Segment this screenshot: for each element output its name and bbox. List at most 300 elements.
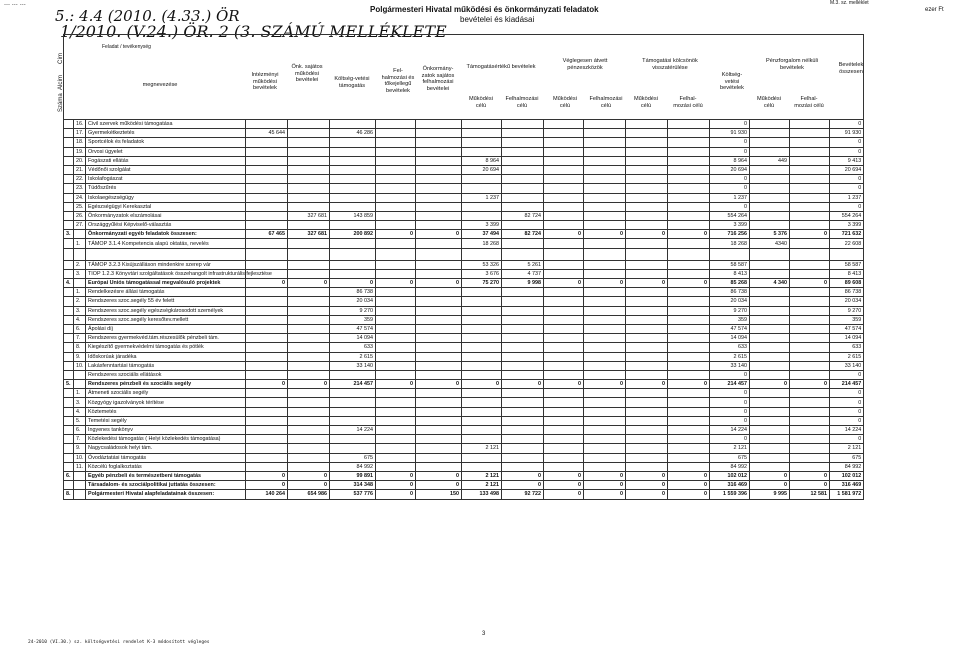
cell-tot: 14 224	[830, 426, 864, 435]
cell-kv: 0	[710, 184, 750, 193]
table-row	[64, 398, 864, 407]
col-tam-felhalm: Felhalmozási célú	[505, 96, 539, 109]
cell-c11	[668, 120, 710, 129]
cell-c4	[376, 297, 416, 306]
cell-c4: 0	[376, 481, 416, 490]
cell-c5	[416, 175, 462, 184]
cell-c7	[502, 426, 544, 435]
cell-c2	[288, 193, 330, 202]
cell-kv: 20 694	[710, 165, 750, 174]
cell-c3	[330, 398, 376, 407]
cim-number	[64, 407, 74, 416]
cell-c10	[626, 324, 668, 333]
col-tam-mukodesi: Működési célú	[469, 96, 493, 109]
cell-c9	[584, 435, 626, 444]
cell-kv: 91 930	[710, 129, 750, 138]
cell-c6: 75 270	[462, 279, 502, 288]
cell-c7	[502, 120, 544, 129]
table-row	[64, 147, 864, 156]
cell-c6: 3 399	[462, 221, 502, 230]
cell-tot: 9 270	[830, 306, 864, 315]
cell-kv: 633	[710, 343, 750, 352]
cell-c5: 0	[416, 279, 462, 288]
cell-c2	[288, 147, 330, 156]
cell-p1	[750, 211, 790, 220]
cell-c8: 0	[544, 471, 584, 480]
cell-c5	[416, 129, 462, 138]
cell-c8	[544, 343, 584, 352]
cell-c4	[376, 453, 416, 462]
cim-number	[64, 352, 74, 361]
cell-c3: 2 615	[330, 352, 376, 361]
cell-c2	[288, 398, 330, 407]
table-row	[64, 306, 864, 315]
cell-c5	[416, 462, 462, 471]
cell-kv: 0	[710, 407, 750, 416]
table-row	[64, 156, 864, 165]
cell-c2	[288, 352, 330, 361]
cell-c1	[246, 435, 288, 444]
cim-number	[64, 288, 74, 297]
cim-number	[64, 211, 74, 220]
cell-c6: 18 268	[462, 239, 502, 248]
cell-c11: 0	[668, 380, 710, 389]
cell-c9	[584, 334, 626, 343]
cell-c10	[626, 435, 668, 444]
cim-number	[64, 156, 74, 165]
cell-c8	[544, 407, 584, 416]
cim-number: 4.	[64, 279, 74, 288]
cell-c11	[668, 361, 710, 370]
cell-c8	[544, 248, 584, 260]
cell-c8: 0	[544, 481, 584, 490]
cell-tot: 0	[830, 389, 864, 398]
cell-c7	[502, 343, 544, 352]
cell-p1	[750, 352, 790, 361]
cell-c4	[376, 462, 416, 471]
cell-c6: 2 121	[462, 444, 502, 453]
cell-c8: 0	[544, 230, 584, 239]
cell-c6	[462, 370, 502, 379]
cell-c9: 0	[584, 230, 626, 239]
cell-c6	[462, 297, 502, 306]
cell-c10	[626, 138, 668, 147]
cim-number	[64, 334, 74, 343]
cell-c3	[330, 389, 376, 398]
cell-c3	[330, 444, 376, 453]
cell-p1	[750, 269, 790, 278]
col-penzforgalom-group: Pénzforgalom nélküli bevételek	[766, 58, 818, 71]
cell-c5	[416, 165, 462, 174]
szama-label: Száma	[58, 93, 64, 112]
cell-kv: 102 012	[710, 471, 750, 480]
cell-kv: 33 140	[710, 361, 750, 370]
cell-c1	[246, 193, 288, 202]
alcim-number	[74, 230, 86, 239]
cell-tot: 20 034	[830, 297, 864, 306]
cell-c10	[626, 398, 668, 407]
cell-c10	[626, 269, 668, 278]
cell-tot: 0	[830, 138, 864, 147]
alcim-number: 2.	[74, 260, 86, 269]
table-row	[64, 444, 864, 453]
cell-c1	[246, 138, 288, 147]
cell-c2	[288, 248, 330, 260]
cell-p1	[750, 334, 790, 343]
cell-c5	[416, 184, 462, 193]
alcim-number: 1.	[74, 239, 86, 248]
cell-c6: 0	[462, 380, 502, 389]
cell-kv: 316 469	[710, 481, 750, 490]
cell-c5	[416, 120, 462, 129]
alcim-number: 24.	[74, 193, 86, 202]
cell-tot: 14 094	[830, 334, 864, 343]
cell-c9	[584, 407, 626, 416]
cell-c7	[502, 435, 544, 444]
cell-tot: 89 608	[830, 279, 864, 288]
cell-c1	[246, 352, 288, 361]
cell-c1: 0	[246, 380, 288, 389]
cell-c6	[462, 361, 502, 370]
cell-c1	[246, 389, 288, 398]
cell-tot: 2 615	[830, 352, 864, 361]
alcim-number: 20.	[74, 156, 86, 165]
cell-kv: 675	[710, 453, 750, 462]
cell-c2	[288, 389, 330, 398]
cim-number	[64, 306, 74, 315]
alcim-number: 22.	[74, 175, 86, 184]
cell-c3	[330, 435, 376, 444]
table-row	[64, 361, 864, 370]
cell-p2	[790, 370, 830, 379]
feladat-label: Feladat / tevékenység	[102, 44, 151, 50]
cell-c10	[626, 202, 668, 211]
row-label: Fogászati ellátás	[86, 156, 246, 165]
cell-c4	[376, 352, 416, 361]
cell-c10	[626, 248, 668, 260]
cell-p2	[790, 138, 830, 147]
cell-c5	[416, 416, 462, 425]
cell-tot: 0	[830, 416, 864, 425]
cell-c2	[288, 165, 330, 174]
cim-number	[64, 416, 74, 425]
alcim-number: 26.	[74, 211, 86, 220]
cell-tot: 554 264	[830, 211, 864, 220]
cell-c7: 0	[502, 481, 544, 490]
cell-c10	[626, 129, 668, 138]
cell-c3	[330, 193, 376, 202]
cell-c3: 359	[330, 315, 376, 324]
cell-c8	[544, 297, 584, 306]
alcim-number: 1.	[74, 288, 86, 297]
cell-c1	[246, 453, 288, 462]
cell-c8	[544, 453, 584, 462]
cell-c5: 0	[416, 380, 462, 389]
cell-p2: 0	[790, 380, 830, 389]
cell-c4	[376, 120, 416, 129]
table-row	[64, 453, 864, 462]
cell-p1	[750, 361, 790, 370]
cell-c7	[502, 184, 544, 193]
cell-p2	[790, 156, 830, 165]
table-row	[64, 416, 864, 425]
cell-c10	[626, 407, 668, 416]
row-label: Óvodáztatási támogatás	[86, 453, 246, 462]
cell-p2	[790, 426, 830, 435]
alcim-number: 5.	[74, 416, 86, 425]
cell-c1	[246, 324, 288, 333]
cell-c1	[246, 211, 288, 220]
cell-tot: 9 413	[830, 156, 864, 165]
cell-c10	[626, 334, 668, 343]
cell-kv: 0	[710, 416, 750, 425]
cim-number	[64, 248, 74, 260]
cell-c4	[376, 211, 416, 220]
cell-c2	[288, 138, 330, 147]
cell-c3	[330, 260, 376, 269]
alcim-number: 3.	[74, 398, 86, 407]
handwritten-line-1: 5.: 4.4 (2010. (4.33.) ÖR	[55, 7, 240, 25]
cell-p1: 449	[750, 156, 790, 165]
cell-kv: 554 264	[710, 211, 750, 220]
cell-p1: 9 995	[750, 490, 790, 499]
cell-p1: 5 376	[750, 230, 790, 239]
cell-c3	[330, 407, 376, 416]
row-label: Polgármesteri Hivatal alapfeladatainak összesen:	[86, 490, 246, 499]
cell-c3: 20 034	[330, 297, 376, 306]
cell-p1	[750, 184, 790, 193]
handwritten-line-2: 1/2010. (V.24.) ÖR. 2 (3. SZÁMÚ MELLÉKLETE	[60, 22, 447, 41]
cell-p1	[750, 343, 790, 352]
cim-number	[64, 239, 74, 248]
cell-c11	[668, 184, 710, 193]
cell-c11	[668, 138, 710, 147]
cell-c5	[416, 147, 462, 156]
cell-c1	[246, 221, 288, 230]
cell-tot: 0	[830, 435, 864, 444]
cell-c8: 0	[544, 380, 584, 389]
cim-number	[64, 389, 74, 398]
cell-p2	[790, 147, 830, 156]
cell-p1	[750, 315, 790, 324]
cell-c11	[668, 156, 710, 165]
cell-c4	[376, 370, 416, 379]
top-left-scrawl: … … …	[4, 0, 26, 7]
cell-c5	[416, 343, 462, 352]
table-row	[64, 334, 864, 343]
cell-c7: 92 722	[502, 490, 544, 499]
cell-c6	[462, 184, 502, 193]
cell-c6	[462, 315, 502, 324]
cell-p1	[750, 407, 790, 416]
table-row	[64, 380, 864, 389]
cell-c10	[626, 426, 668, 435]
cell-kv: 0	[710, 370, 750, 379]
cell-p1	[750, 221, 790, 230]
cell-c2	[288, 435, 330, 444]
cell-c9	[584, 156, 626, 165]
cell-c3: 214 457	[330, 380, 376, 389]
cell-c1	[246, 202, 288, 211]
cell-c11	[668, 324, 710, 333]
cell-c2	[288, 324, 330, 333]
cell-c5	[416, 398, 462, 407]
alcim-number: 17.	[74, 129, 86, 138]
cell-c10	[626, 221, 668, 230]
cell-c8	[544, 138, 584, 147]
cell-c1	[246, 239, 288, 248]
cell-c10	[626, 370, 668, 379]
row-label: Országgyűlési Képviselő-választás	[86, 221, 246, 230]
cell-c10	[626, 343, 668, 352]
cell-c2	[288, 462, 330, 471]
cim-number	[64, 202, 74, 211]
cell-tot: 0	[830, 202, 864, 211]
alcim-number: 8.	[74, 343, 86, 352]
row-label: TÁMOP 3.2.3 Kisújszálláson mindenkire szerep vár	[86, 260, 246, 269]
cell-tot: 86 738	[830, 288, 864, 297]
cell-c6	[462, 398, 502, 407]
cell-c2	[288, 444, 330, 453]
cell-c4	[376, 389, 416, 398]
cell-c3: 143 859	[330, 211, 376, 220]
row-label: Európai Uniós támogatással megvalósuló projektek	[86, 279, 246, 288]
cell-p1	[750, 147, 790, 156]
cell-c4	[376, 324, 416, 333]
cell-c5	[416, 444, 462, 453]
cell-c10	[626, 184, 668, 193]
cell-kv: 20 034	[710, 297, 750, 306]
cell-p2: 0	[790, 230, 830, 239]
col-pf-mukodesi: Működési célú	[757, 96, 781, 109]
cell-c2	[288, 175, 330, 184]
cell-c10: 0	[626, 279, 668, 288]
cell-p1	[750, 435, 790, 444]
cell-c3	[330, 138, 376, 147]
cell-c6: 20 694	[462, 165, 502, 174]
cell-c4: 0	[376, 279, 416, 288]
cim-number	[64, 120, 74, 129]
cell-c8	[544, 361, 584, 370]
table-row	[64, 269, 864, 278]
cell-c5	[416, 306, 462, 315]
cell-p1	[750, 120, 790, 129]
cell-c1	[246, 306, 288, 315]
cell-c6	[462, 129, 502, 138]
cell-c7	[502, 407, 544, 416]
cell-c1	[246, 184, 288, 193]
cell-c7: 4 737	[502, 269, 544, 278]
cell-c5	[416, 138, 462, 147]
table-row	[64, 471, 864, 480]
row-label: Nagycsaládosok helyi tám.	[86, 444, 246, 453]
cell-c10	[626, 288, 668, 297]
table-row	[64, 324, 864, 333]
cell-c3: 633	[330, 343, 376, 352]
cell-p1	[750, 288, 790, 297]
cell-c9	[584, 193, 626, 202]
cell-c4	[376, 184, 416, 193]
cell-c6: 1 237	[462, 193, 502, 202]
cell-c10	[626, 352, 668, 361]
cell-c6	[462, 352, 502, 361]
cell-tot: 2 121	[830, 444, 864, 453]
cell-p2: 12 581	[790, 490, 830, 499]
cell-c7	[502, 138, 544, 147]
cell-p2	[790, 202, 830, 211]
cell-p1: 4 340	[750, 279, 790, 288]
table-row	[64, 315, 864, 324]
cell-c1	[246, 156, 288, 165]
cell-c2	[288, 306, 330, 315]
alcim-number: 4.	[74, 407, 86, 416]
cell-c11	[668, 343, 710, 352]
cell-c8	[544, 444, 584, 453]
cell-c3: 14 094	[330, 334, 376, 343]
cell-c7	[502, 248, 544, 260]
cell-c2	[288, 416, 330, 425]
cell-c2	[288, 156, 330, 165]
cell-p1	[750, 248, 790, 260]
cell-c9: 0	[584, 380, 626, 389]
cell-c3: 47 574	[330, 324, 376, 333]
cell-c10: 0	[626, 471, 668, 480]
alcim-number: 6.	[74, 426, 86, 435]
cell-p2	[790, 297, 830, 306]
cell-c7	[502, 416, 544, 425]
cell-c7	[502, 352, 544, 361]
cell-p1	[750, 138, 790, 147]
cell-c11	[668, 306, 710, 315]
cim-number	[64, 444, 74, 453]
cell-c3: 14 224	[330, 426, 376, 435]
cell-p1	[750, 260, 790, 269]
cell-c1	[246, 343, 288, 352]
cell-c8	[544, 352, 584, 361]
cell-c10: 0	[626, 380, 668, 389]
cell-p2: 0	[790, 481, 830, 490]
alcim-number	[74, 481, 86, 490]
alcim-number: 3.	[74, 269, 86, 278]
alcim-number: 1.	[74, 389, 86, 398]
cell-c2	[288, 184, 330, 193]
cell-c10: 0	[626, 230, 668, 239]
cell-c4	[376, 398, 416, 407]
cim-number	[64, 426, 74, 435]
cell-p1: 4340	[750, 239, 790, 248]
row-label: Rendszeres szoc.segély egészségkárosodott személyek	[86, 306, 246, 315]
cell-c7: 9 998	[502, 279, 544, 288]
table-row	[64, 184, 864, 193]
alcim-number	[74, 380, 86, 389]
cim-number	[64, 481, 74, 490]
cell-c1	[246, 297, 288, 306]
table-row	[64, 129, 864, 138]
cell-c4: 0	[376, 471, 416, 480]
cell-c11: 0	[668, 471, 710, 480]
cell-c9	[584, 389, 626, 398]
cell-c5	[416, 435, 462, 444]
cell-c11	[668, 416, 710, 425]
cell-c10	[626, 147, 668, 156]
cell-c7	[502, 462, 544, 471]
alcim-number: 25.	[74, 202, 86, 211]
cell-p2	[790, 444, 830, 453]
cell-c8	[544, 462, 584, 471]
cell-c2	[288, 202, 330, 211]
cell-c8	[544, 175, 584, 184]
cell-c11	[668, 398, 710, 407]
